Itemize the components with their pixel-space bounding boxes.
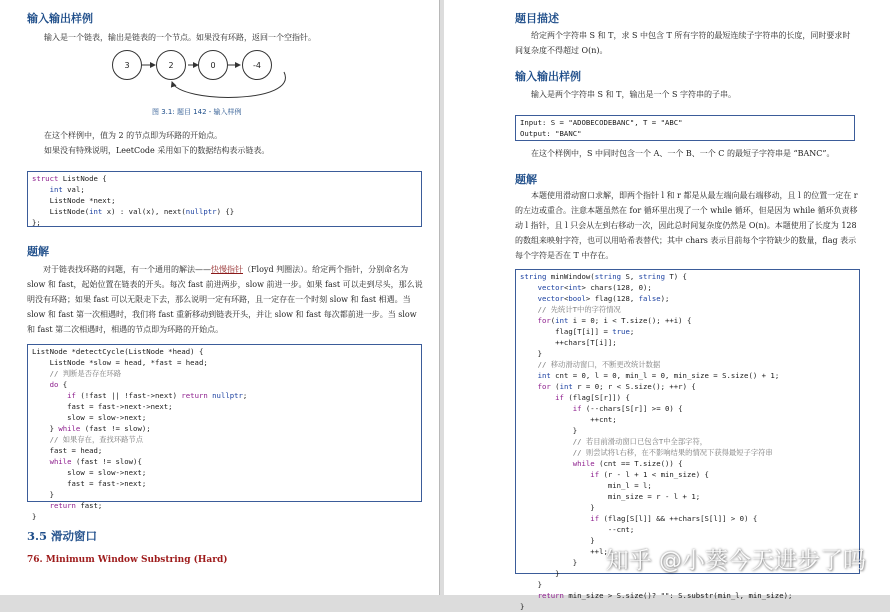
solution-paragraph-left — [27, 262, 424, 337]
example-note: 在这个样例中，值为 2 的节点即为环路的开始点。 — [44, 131, 223, 140]
code-line: vector<int> chars(128, 0); — [537, 283, 652, 292]
code-line: // 移动滑动窗口，不断更改统计数据 — [537, 360, 661, 369]
list-node: -4 — [242, 50, 272, 80]
detect-cycle-code-block — [27, 344, 422, 521]
code-line: // 判断是否存在环路 — [49, 369, 122, 378]
code-line: do { — [49, 380, 68, 389]
code-line: vector<bool> flag(128, false); — [537, 294, 670, 303]
code-line: } — [520, 558, 578, 567]
struct-code-block — [27, 171, 422, 227]
code-line: flag[T[i]] = true; — [520, 327, 635, 336]
code-line: } — [520, 569, 560, 578]
problem-title: 76. Minimum Window Substring (Hard) — [27, 555, 228, 565]
code-line: if (flag[S[r]]) { — [555, 393, 630, 402]
code-line: if (--chars[S[r]] >= 0) { — [572, 404, 683, 413]
code-line: struct ListNode { — [32, 174, 107, 183]
code-line: return fast; — [49, 501, 103, 510]
code-line: if (flag[S[l]] && ++chars[S[l]] > 0) { — [590, 514, 758, 523]
section-title: 3.5 滑动窗口 — [27, 529, 98, 543]
list-node: 2 — [156, 50, 186, 80]
code-line: return min_size > S.size()? "": S.substr(min_l, min_size); — [537, 591, 793, 600]
desc-text: 给定两个字符串 S 和 T，求 S 中包含 T 所有字符的最短连续子字符串的长度，同时要求时间复杂度不得超过 O(n)。 — [515, 31, 851, 55]
code-line: if (!fast || !fast->next) return nullptr; — [67, 391, 248, 400]
code-line: slow = slow->next; — [32, 413, 147, 422]
code-line: while (cnt == T.size()) { — [572, 459, 683, 468]
right-page — [444, 0, 890, 611]
code-line: Input: S = "ADOBECODEBANC", T = "ABC" — [520, 118, 683, 127]
code-line: }; — [32, 218, 41, 227]
code-line: for(int i = 0; i < T.size(); ++i) { — [537, 316, 692, 325]
code-line: } — [520, 503, 595, 512]
code-line: --cnt; — [520, 525, 635, 534]
cycle-edge — [172, 72, 285, 97]
code-line: } — [520, 580, 542, 589]
solution-heading-left: 题解 — [27, 245, 49, 258]
io-text-left: 输入是一个链表，输出是链表的一个节点。如果没有环路，返回一个空指针。 — [44, 33, 316, 42]
list-node: 3 — [112, 50, 142, 80]
code-line: // 如果存在，查找环路节点 — [49, 435, 144, 444]
io-note: 在这个样例中，S 中同时包含一个 A、一个 B、一个 C 的最短子字符串是 “BANC”。 — [531, 149, 835, 158]
code-line: min_size = r - l + 1; — [520, 492, 701, 501]
code-line: } — [520, 426, 578, 435]
desc-heading: 题目描述 — [515, 12, 559, 25]
code-line: ListNode *next; — [32, 196, 116, 205]
io-code-block — [515, 115, 855, 141]
solution-text-right: 本题使用滑动窗口求解，即两个指针 l 和 r 都是从最左端向最右端移动，且 l 的位置一定在 r 的左边或重合。注意本题虽然在 for 循环里出现了一个 while 循环，但是因为 while 循环负责移动 l 指针，且 l 只会从左到右移动一次，因此总时间复杂度仍然是 O(n)。本题使用了长度为 128 的数组来映射字符，也可以用哈希表替代；其中 chars 表示目前每个字符缺少的数量，flag 表示每个字符是否在 T 中存在。 — [515, 191, 858, 260]
io-heading-left: 输入输出样例 — [27, 12, 93, 25]
code-line: fast = head; — [32, 446, 103, 455]
struct-intro: 如果没有特殊说明，LeetCode 采用如下的数据结构表示链表。 — [44, 146, 270, 155]
code-line: // 先统计T中的字符情况 — [537, 305, 621, 314]
code-line: Output: "BANC" — [520, 129, 582, 138]
code-line: min_l = l; — [520, 481, 652, 490]
list-node: 0 — [198, 50, 228, 80]
code-line: if (r - l + 1 < min_size) { — [590, 470, 709, 479]
code-line: } — [32, 512, 37, 521]
code-line: int val; — [49, 185, 85, 194]
code-line: ++l; — [520, 547, 608, 556]
code-line: fast = fast->next->next; — [32, 402, 173, 411]
solution-text-start: 对于链表找环路的问题，有一个通用的解法—— — [43, 265, 211, 274]
code-line: int cnt = 0, l = 0, min_l = 0, min_size = S.size() + 1; — [537, 371, 780, 380]
code-line: // 若目前滑动窗口已包含T中全部字符， — [572, 437, 708, 446]
fast-slow-pointer-link[interactable]: 快慢指针 — [211, 265, 243, 274]
code-line: } — [32, 490, 54, 499]
min-window-code-block — [515, 269, 860, 611]
io-heading-right: 输入输出样例 — [515, 70, 581, 83]
code-line: // 则尝试将l右移，在不影响结果的情况下获得最短子字符串 — [572, 448, 773, 457]
code-line: } — [520, 536, 595, 545]
code-line: fast = fast->next; — [32, 479, 147, 488]
code-line: ListNode *slow = head, *fast = head; — [32, 358, 208, 367]
code-line: string minWindow(string S, string T) { — [520, 272, 687, 281]
figure-caption: 图 3.1: 题目 142 - 输入样例 — [152, 108, 242, 116]
io-text-right: 输入是两个字符串 S 和 T，输出是一个 S 字符串的子串。 — [531, 90, 737, 99]
code-line: for (int r = 0; r < S.size(); ++r) { — [537, 382, 696, 391]
code-line: slow = slow->next; — [32, 468, 147, 477]
code-line: } — [520, 349, 542, 358]
solution-text-rest: （Floyd 判圈法）。给定两个指针，分别命名为 slow 和 fast，起始位置在链表的开头。每次 fast 前进两步，slow 前进一步。如果 fast 可以走到尽头，那么说明没有环路；如果 fast 可以无限走下去，那么说明一定有环路，且一定存在一个时刻 slow 和 fast 相遇。当 slow 和 fast 第一次相遇时，我们将 fast 重新移动到链表开头，并让 slow 和 fast 每次都前进一步。当 slow 和 fast 第二次相遇时，相遇的节点即为环路的开始点。 — [27, 265, 423, 334]
code-line: while (fast != slow){ — [49, 457, 142, 466]
solution-heading-right: 题解 — [515, 173, 537, 186]
code-line: ++cnt; — [520, 415, 617, 424]
code-line: } while (fast != slow); — [32, 424, 151, 433]
code-line: ++chars[T[i]]; — [520, 338, 617, 347]
left-page — [0, 0, 440, 595]
code-line: } — [520, 602, 525, 611]
code-line: ListNode *detectCycle(ListNode *head) { — [32, 347, 204, 356]
watermark: 知乎 @小葵今天进步了吗 — [605, 548, 866, 574]
code-line: ListNode(int x) : val(x), next(nullptr) {} — [32, 207, 235, 216]
